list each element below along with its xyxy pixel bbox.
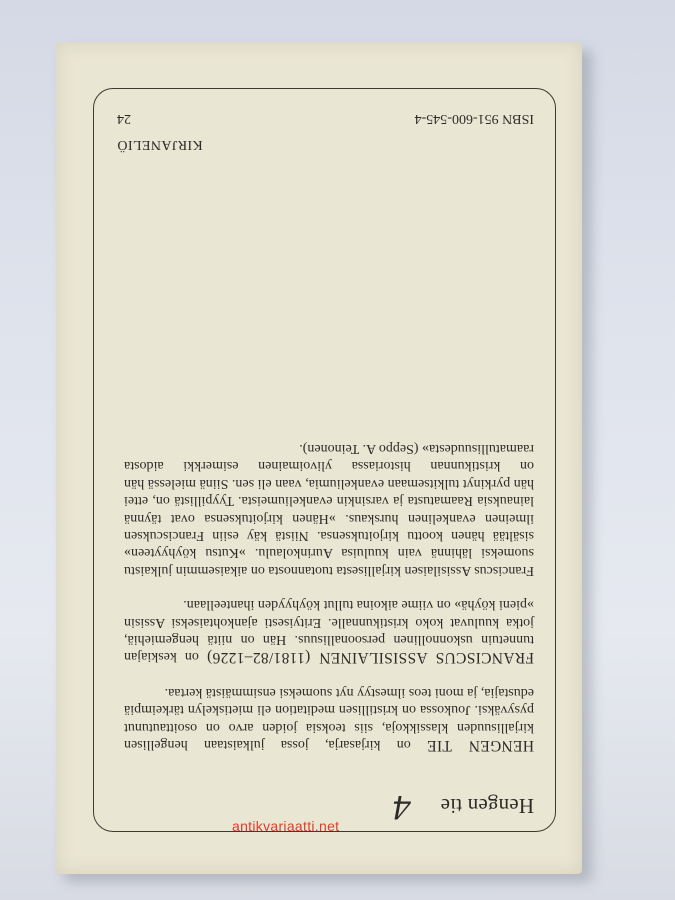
author-body: on keskiajan tunnetuin uskonnollinen persoonallisuus. Hän on niitä hengemiehiä, jotka kuuluvat koko kristikunnalle. Erityisesti ajankohtaiseksi Assisin »pieni köyhä» on viime aikoina tullut köyhyyden ihanteellaan. xyxy=(123,597,534,665)
isbn: ISBN 951-600-545-4 xyxy=(414,111,534,126)
works-paragraph: Franciscus Assisilaisen kirjallisesta tuotannosta on aikaisemmin julkaistu suomeksi lähinnä vain kuuluisa Aurinkolaulu. »Kutsu köyhyyteen» sisältää hänen koottu kirjoituksensa. Niistä käy esiin Franciscuksen ilmeinen evankelinen hurskaus. »Hänen kirjoituksensa ovat täynnä lainauksia Raamatusta ja varsinkin evankeliumeista. Tyypillistä on, ettei hän pyrkinyt tulkitsemaan evankeliumia, vaan eli sen. Siinä mielessä hän on kristikunnan historiassa ylivoimainen esimerkki aidosta raamatullisuudesta» (Seppo A. Teinonen). xyxy=(124,440,534,578)
author-paragraph xyxy=(124,596,534,667)
series-intro-heading: HENGEN TIE xyxy=(426,737,534,754)
series-title: Hengen tie xyxy=(440,794,534,818)
series-intro-paragraph xyxy=(124,683,534,754)
watermark-text: antikvariaatti.net xyxy=(232,818,340,834)
page-number: 24 xyxy=(117,111,131,126)
publisher-name: KIRJANELIÖ xyxy=(117,137,203,152)
series-number: 4 xyxy=(393,788,411,828)
author-heading: FRANCISCUS ASSISILAINEN (1181/82–1226) xyxy=(206,649,534,667)
cover-content-upside-down xyxy=(56,42,582,874)
cover-text-area xyxy=(95,90,556,832)
series-intro-body: on kirjasarja, jossa julkaistaan hengellisen kirjallisuuden klassikkoja, siis teoksia joiden arvo on osoittautunut pysyväksi. Joukossa on kristillisen meditation eli mietiskelyn tärkeimpiä edustajia, ja moni teos ilmestyy nyt suomeksi ensimmäistä kertaa. xyxy=(123,684,534,752)
blurb-text xyxy=(124,440,534,755)
